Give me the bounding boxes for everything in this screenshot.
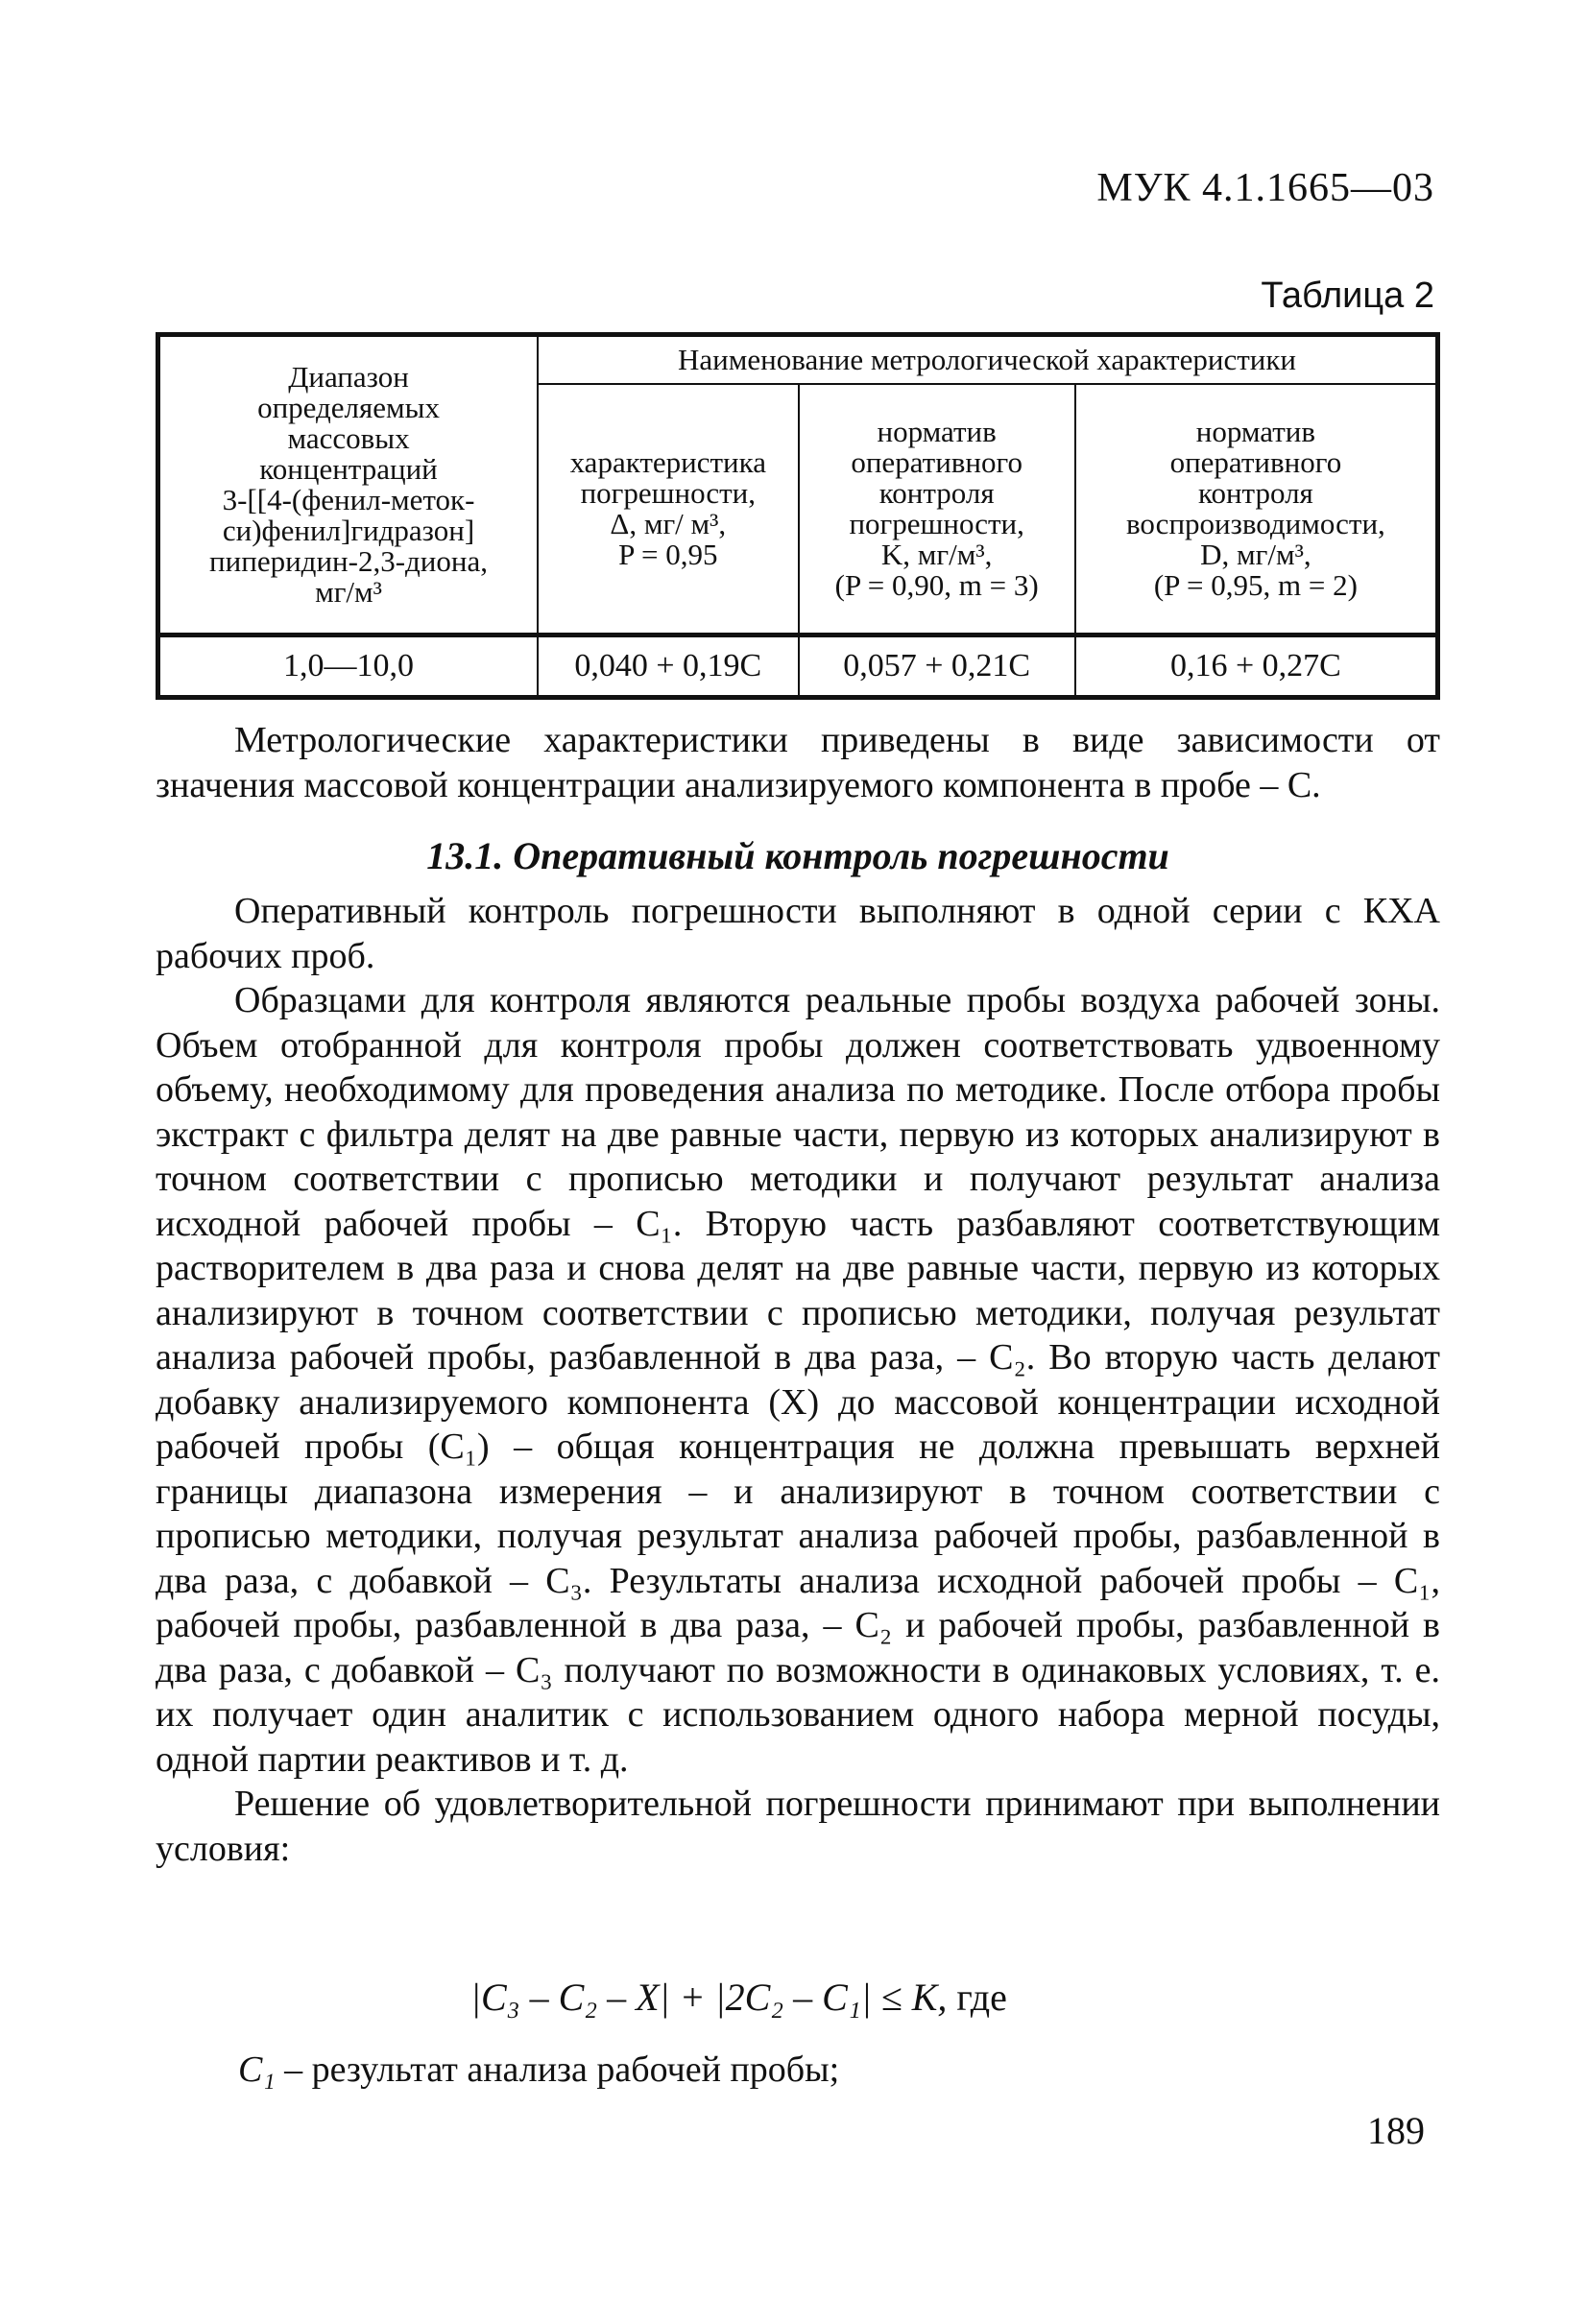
k-cell: 0,057 + 0,21C — [799, 635, 1075, 698]
note-paragraph: Метрологические характеристики приведены в виде зависимости от значения массовой концентрации анализируемого компонента в пробе – C. — [156, 720, 1440, 805]
document-code: МУК 4.1.1665—03 — [1096, 166, 1434, 210]
acceptance-formula — [470, 1975, 1007, 2020]
metrology-table — [156, 332, 1440, 700]
formula-suffix: где — [956, 1976, 1007, 2019]
section-title: 13.1. Оперативный контроль погрешности — [426, 834, 1169, 877]
table-note — [156, 718, 1440, 807]
formula-expression: |C₃ – C₂ – X| + |2C₂ – C₁| ≤ K, — [470, 1976, 948, 2019]
d-cell: 0,16 + 0,27C — [1075, 635, 1438, 698]
page-number: 189 — [1367, 2109, 1425, 2152]
error-characteristic-header: характеристика погрешности, Δ, мг/ м³, P = 0,95 — [538, 384, 799, 635]
paragraph-1: Оперативный контроль погрешности выполняют в одной серии с КХА рабочих проб. — [156, 891, 1440, 976]
table-row — [158, 635, 1438, 698]
delta-cell: 0,040 + 0,19C — [538, 635, 799, 698]
paragraph-2: Образцами для контроля являются реальные пробы воздуха рабочей зоны. Объем отобранной для контроля пробы должен соответствовать удвоенному объему, необходимому для проведения анализа по методике. После отбора пробы экстракт с фильтра делят на две равные части, первую из которых анализируют в точном соответствии с прописью методики и получают результат анализа исходной рабочей пробы – C₁. Вторую часть разбавляют соответствующим растворителем в два раза и снова делят на две равные части, первую из которых анализируют в точном соответствии с прописью методики, получая результат анализа рабочей пробы, разбавленной в два раза, – C₂. Во вторую часть делают добавку анализируемого компонента (X) до массовой концентрации исходной рабочей пробы (C₁) – общая концентрация не должна превышать верхней границы диапазона измерения – и анализируют в точном соответствии с прописью методики, получая результат анализа рабочей пробы, разбавленной в два раза, с добавкой – C₃. Результаты анализа исходной рабочей пробы – C₁, рабочей пробы, разбавленной в два раза, – C₂ и рабочей пробы, разбавленной в два раза, с добавкой – C₃ получают по возможности в одинаковых условиях, т. е. их получает один аналитик с использованием одного набора мерной посуды, одной партии реактивов и т. д. — [156, 980, 1440, 1780]
paragraph-3: Решение об удовлетворительной погрешности принимают при выполнении условия: — [156, 1784, 1440, 1869]
definition-symbol: C₁ — [238, 2049, 276, 2090]
table-header-row — [158, 335, 1438, 385]
reproducibility-norm-header: норматив оперативного контроля воспроизводимости, D, мг/м³, (P = 0,95, m = 2) — [1075, 384, 1438, 635]
group-column-header: Наименование метрологической характеристики — [538, 335, 1437, 385]
range-column-header: Диапазон определяемых массовых концентраций 3-[[4-(фенил-меток- си)фенил]гидразон] пиперидин-2,3-диона, мг/м³ — [158, 335, 539, 635]
variable-definition — [238, 2048, 839, 2091]
error-control-norm-header: норматив оперативного контроля погрешности, K, мг/м³, (P = 0,90, m = 3) — [799, 384, 1075, 635]
definition-text: – результат анализа рабочей пробы; — [275, 2049, 840, 2090]
table-caption: Таблица 2 — [1261, 276, 1434, 316]
range-cell: 1,0—10,0 — [158, 635, 539, 698]
section-body — [156, 889, 1440, 1871]
